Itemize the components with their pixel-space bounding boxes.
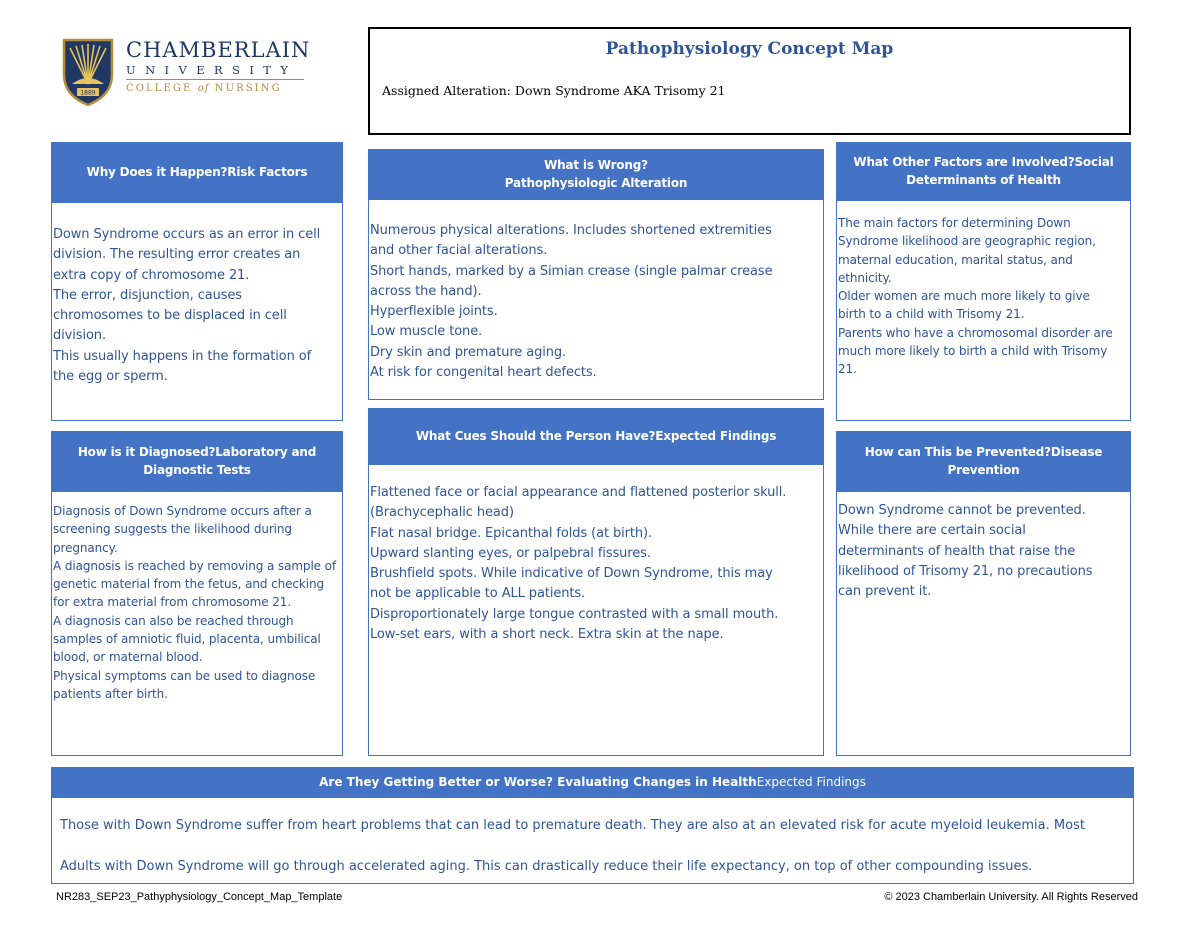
pathophysiology-box — [368, 199, 824, 400]
logo-college: COLLEGE of NURSING — [126, 83, 282, 94]
logo-name: CHAMBERLAIN — [126, 38, 311, 62]
prevention-text: Down Syndrome cannot be prevented. While there are certain social determinants of health that raise the likelihood of Trisomy 21, no precautions can prevent it. — [838, 503, 1093, 600]
shield-crest-icon — [62, 38, 114, 106]
evaluating-changes-subtitle: Expected Findings — [756, 775, 866, 789]
evaluating-changes-line-1: Those with Down Syndrome suffer from heart problems that can lead to premature death. They are also at an elevated risk for acute myeloid leukemia. Most — [60, 818, 1085, 833]
logo-divider — [126, 79, 304, 80]
expected-findings-text: Flattened face or facial appearance and flattened posterior skull. (Brachycephalic head) Flat nasal bridge. Epicanthal folds (at birth). Upward slanting eyes, or palpebral fissures. Brushfield spots. While indicative of Down Syndrome, this may not be applicable to ALL patients. Disproportionately large tongue contrasted with a small mouth. Low-set ears, with a short neck. Extra skin at the nape. — [370, 485, 787, 643]
risk-factors-text: Down Syndrome occurs as an error in cell division. The resulting error creates an extra copy of chromosome 21. The error, disjunction, causes chromosomes to be displaced in cell division. This usually happens in the formation of the egg or sperm. — [53, 227, 321, 385]
prevention-box — [836, 491, 1131, 756]
pathophysiology-text: Numerous physical alterations. Includes shortened extremities and other facial alterations. Short hands, marked by a Simian crease (single palmar crease across the hand). Hyperflexible joints. Low muscle tone. Dry skin and premature aging. At risk for congenital heart defects. — [370, 223, 773, 381]
svg-text:1889: 1889 — [80, 89, 96, 97]
assigned-alteration: Assigned Alteration: Down Syndrome AKA Trisomy 21 — [382, 83, 726, 98]
evaluating-changes-title: Are They Getting Better or Worse? Evaluating Changes in Health — [319, 775, 757, 789]
social-determinants-box — [836, 200, 1131, 421]
diagnosis-header: How is it Diagnosed?Laboratory and Diagnostic Tests — [51, 431, 343, 491]
footer-copyright: © 2023 Chamberlain University. All Rights Reserved — [884, 891, 1138, 903]
title-box — [368, 27, 1131, 135]
evaluating-changes-line-2: Adults with Down Syndrome will go through accelerated aging. This can drastically reduce their life expectancy, on top of other compounding issues. — [60, 859, 1033, 874]
expected-findings-header: What Cues Should the Person Have?Expected Findings — [368, 408, 824, 464]
social-determinants-header: What Other Factors are Involved?Social Determinants of Health — [836, 142, 1131, 200]
chamberlain-logo — [62, 38, 312, 108]
risk-factors-header: Why Does it Happen?Risk Factors — [51, 142, 343, 202]
diagnosis-text: Diagnosis of Down Syndrome occurs after a screening suggests the likelihood during pregnancy. A diagnosis is reached by removing a sample of genetic material from the fetus, and checking for extra material from chromosome 21. A diagnosis can also be reached through samples of amniotic fluid, placenta, umbilical blood, or maternal blood. Physical symptoms can be used to diagnose patients after birth. — [53, 504, 337, 701]
risk-factors-box — [51, 202, 343, 421]
page-title: Pathophysiology Concept Map — [605, 39, 894, 59]
footer-template-name: NR283_SEP23_Pathyphysiology_Concept_Map_Template — [56, 891, 343, 903]
logo-university: UNIVERSITY — [126, 63, 298, 77]
diagnosis-box — [51, 491, 343, 756]
evaluating-changes-header — [51, 767, 1134, 797]
prevention-header: How can This be Prevented?Disease Prevention — [836, 431, 1131, 491]
social-determinants-text: The main factors for determining Down Syndrome likelihood are geographic region, maternal education, marital status, and ethnicity. Older women are much more likely to give birth to a child with Trisomy 21. Parents who have a chromosomal disorder are much more likely to birth a child with Trisomy 21. — [838, 216, 1113, 377]
pathophysiology-header: What is Wrong? Pathophysiologic Alteration — [368, 149, 824, 199]
expected-findings-box — [368, 464, 824, 756]
